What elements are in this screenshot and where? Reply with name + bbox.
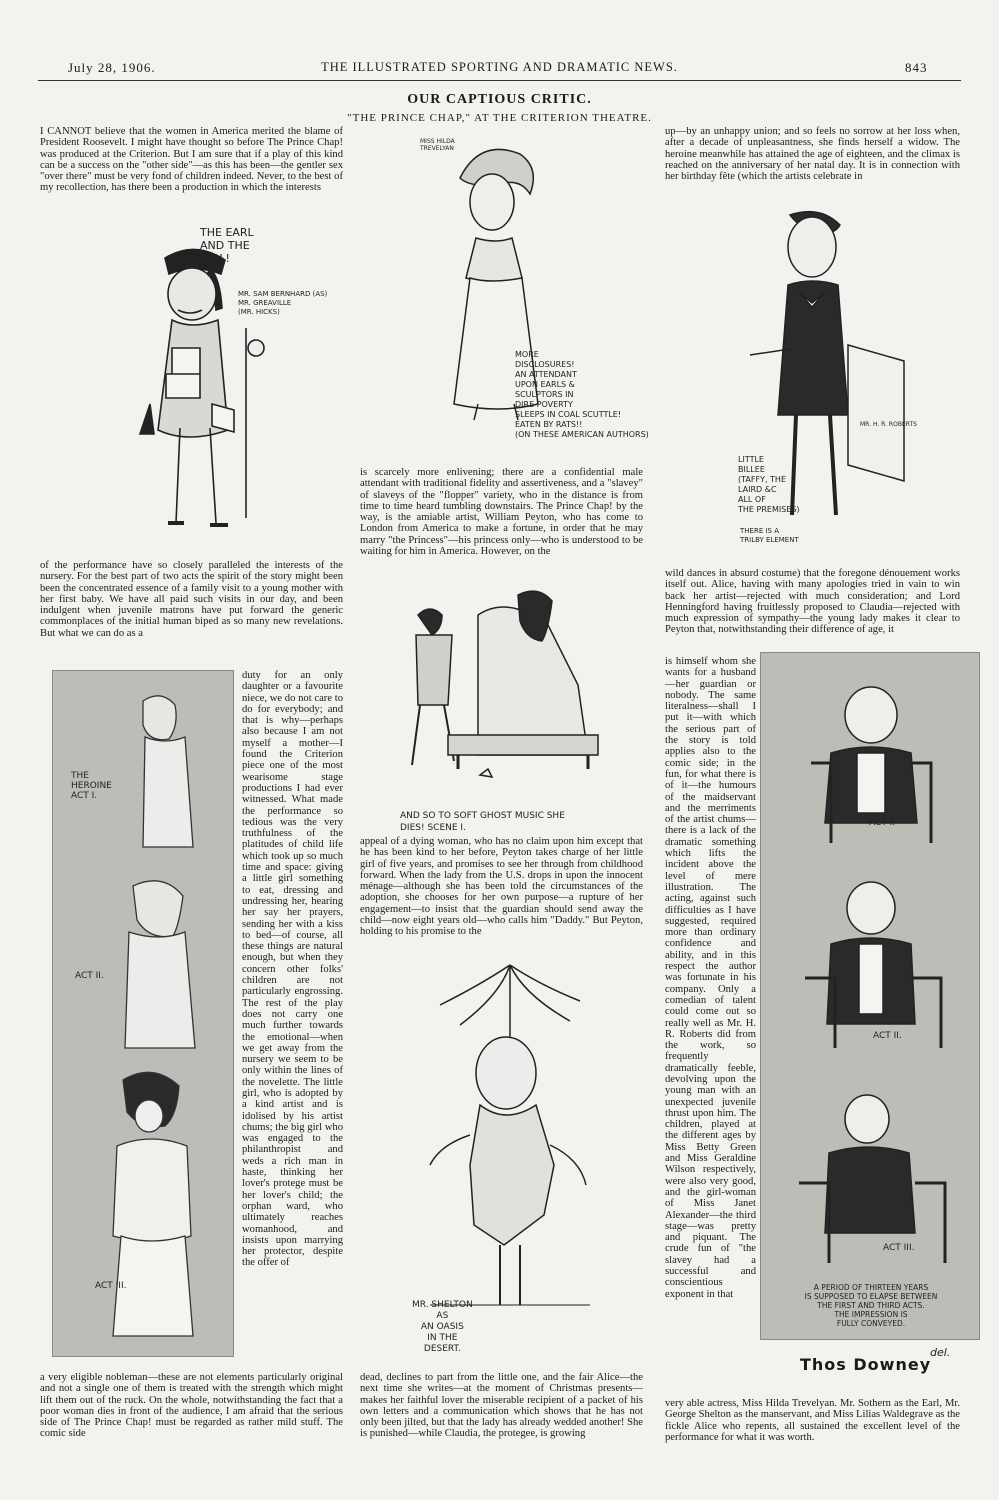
earl-caption: THE EARL AND THE GIRL! <box>200 226 254 265</box>
earl-acts-panel <box>760 652 980 1340</box>
artist-signature: Thos Downey <box>800 1355 932 1374</box>
header-rule <box>38 80 961 81</box>
shelton-caricature <box>410 955 610 1325</box>
col3-narrow-text <box>665 656 756 1392</box>
peyton-name: MR. H. R. ROBERTS <box>860 421 917 428</box>
earl-act2-figure <box>775 868 965 1058</box>
article-subtitle: "THE PRINCE CHAP," AT THE CRITERION THEATRE. <box>347 112 652 124</box>
shelton-caption: MR. SHELTON AS AN OASIS IN THE DESERT. <box>412 1300 473 1354</box>
death-scene-caption: AND SO TO SOFT GHOST MUSIC SHE DIES! SCENE I. <box>400 811 565 833</box>
earl-caricature <box>80 228 350 558</box>
col3-top-paragraph: up—by an unhappy union; and so feels no sorrow at her loss when, after a decade of unpleasantness, she finds herself a widow. The heroine meanwhile has attained the age of eighteen, and the climax is reached on the anniversary of her natal day. It is in connection with her birthday fête (which the artists celebrate in <box>665 126 960 183</box>
issue-date: July 28, 1906. <box>68 60 156 75</box>
act3-label-right: ACT III. <box>883 1243 915 1253</box>
masthead: THE ILLUSTRATED SPORTING AND DRAMATIC NEWS. <box>321 60 678 74</box>
time-gap-note: A PERIOD OF THIRTEEN YEARS IS SUPPOSED TO ELAPSE BETWEEN THE FIRST AND THIRD ACTS. THE IMPRESSION IS FULLY CONVEYED. <box>804 1283 938 1328</box>
heroine-panel <box>52 670 234 1357</box>
col2-top-paragraph: is scarcely more enlivening; there are a confidential male attendant with traditional fidelity and assertiveness, and a "slavey" of slaveys of the "flopper" variety, who in the distance is from time to time heard tumbling downstairs. The Prince Chap! by the way, is the amiable artist, William Peyton, who has come to London from America to make a fortune, in order that he may marry "the Princess"—his princess only—who is understood to be waiting for him in America. However, on the <box>360 467 643 558</box>
col3-mid-paragraph: wild dances in absurd costume) that the foregone dénouement works itself out. Alice, having with many apologies tried in vain to win back her artist—rejected with much consideration; and Lord Henningford having fruitlessly proposed to Claudia—rejected with much expression of sympathy—the young lady makes it clear to Peyton that, notwithstanding their difference of age, it <box>665 568 960 636</box>
trilby-caption: THERE IS A TRILBY ELEMENT <box>740 527 799 544</box>
slavey-name: MISS HILDA TREVELYAN <box>420 138 455 152</box>
col1-bottom-text <box>40 1372 343 1450</box>
death-scene-drawing <box>388 585 618 790</box>
col2-bottom-paragraph: dead, declines to part from the little one, and the fair Alice—the next time she writes—at the moment of Christmas presents—makes her faithful lover the miserable recipient of a packet of his own letters and a communication which shows that he has not only been jilted, but that the lady has already wedded another! She is punished—while Claudia, the protegee, is growing <box>360 1372 643 1440</box>
article-title: OUR CAPTIOUS CRITIC. <box>407 92 592 107</box>
act1-label-right: ACT I. <box>869 818 896 828</box>
col1-mid-paragraph: of the performance have so closely paralleled the interests of the nursery. For the best part of two acts the spirit of the story might been been the concentrated essence of a family visit to a young mother with her first baby. We have all paid such visits in our day, and been indulgent when juvenile matrons have put forward the generic commonplaces of the initial human biped as so many new revelations. But what we can do as a <box>40 560 343 639</box>
signature-del: del. <box>930 1346 951 1359</box>
act2-label-left: ACT II. <box>75 971 104 981</box>
col2-mid-text <box>360 836 643 946</box>
earl-credit: MR. SAM BERNHARD (AS) MR. GREAVILLE (MR. HICKS) <box>238 290 328 316</box>
col3-mid-text <box>665 568 960 656</box>
act2-label-right: ACT II. <box>873 1031 902 1041</box>
col3-bottom-text <box>665 1398 960 1458</box>
slavey-caption: MORE DISCLOSURES! AN ATTENDANT UPON EARLS & SCULPTORS IN DIRE POVERTY SLEEPS IN COAL SCUTTLE! EATEN BY RATS!! (ON THESE AMERICAN AUTHORS) <box>515 350 649 439</box>
peyton-caption: LITTLE BILLEE (TAFFY, THE LAIRD &C ALL OF THE PREMISES) <box>738 455 800 514</box>
col3-narrow-paragraph: is himself whom she wants for a husband—her guardian or nobody. The same literalness—shall I put it—with which the serious part of the story is told applies also to the comic side; in the fun, for what there is of it—the humours of the maidservant and the merriments of the artist chums—there is a lack of the dramatic something which lifts the incident above the level of mere illustration. The acting, against such difficulties as I have suggested, required more than ordinary confidence and ability, and in this respect the author was fortunate in his company. Only a comedian of talent could come out so really well as Mr. H. R. Roberts did from the work, so frequently dramatically feeble, devolving upon the young man with an unexpected juvenile thrust upon him. The children, played at the different ages by Miss Betty Green and Miss Geraldine Wilson respectively, were also very good, and the girl-woman of Miss Janet Alexander—the third stage—was pretty and piquant. The crude fun of "the slavey had a successful and conscientious exponent in that <box>665 656 756 1300</box>
col2-bottom-text <box>360 1372 643 1450</box>
heroine-caption: THE HEROINE ACT I. <box>71 771 112 801</box>
col1-mid-text <box>40 560 343 670</box>
act3-label-left: ACT III. <box>95 1281 127 1291</box>
col3-bottom-paragraph: very able actress, Miss Hilda Trevelyan. Mr. Sothern as the Earl, Mr. George Shelton as the manservant, and Miss Lilias Waldegrave as the fickle Alice who repents, all sustained the excellent level of the performance for what it was worth. <box>665 1398 960 1443</box>
heroine-act2-figure <box>93 876 213 1056</box>
col2-top-text <box>360 467 643 577</box>
page-number: 843 <box>905 60 928 75</box>
heroine-act3-figure <box>87 1066 217 1346</box>
col1-narrow-text <box>242 670 343 1372</box>
col1-top-text <box>40 126 343 226</box>
col1-bottom-paragraph: a very eligible nobleman—these are not elements particularly original and not a single one of them is treated with the strength which might lift them out of the ruck. On the whole, notwithstanding the fact that a poor woman dies in front of the audience, I am afraid that the serious side of The Prince Chap! must be regarded as rather mild stuff. The comic side <box>40 1372 343 1440</box>
col2-mid-paragraph: appeal of a dying woman, who has no claim upon him except that he has been kind to her before, Peyton takes charge of her little girl of five years, and promises to see her through from childhood forward. When the lady from the U.S. drops in upon the innocent ménage—although she has been told the circumstances of the adoption, she chooses for her own purpose—a rupture of her engagement—to insist that the guardian should send away the child—now eight years old—who calls him "Daddy." But Peyton, holding to his promise to the <box>360 836 643 938</box>
col3-top-text <box>665 126 960 204</box>
col1-narrow-paragraph: duty for an only daughter or a favourite niece, we do not care to do for everybody; and that is why—perhaps also because I am not myself a mother—I found the Criterion piece one of the most wearisome stage productions I had ever witnessed. What made the performance so tedious was the very truthfulness of the platitudes of child life which took up so much time and space: giving a little girl something to eat, dressing and undressing her, hearing her say her prayers, sending her with a kiss to bed—of course, all these things are natural enough, but when they concern other folks' children are not particularly engrossing. The rest of the play does not carry one much further towards the emotional—when we get away from the nursery we seem to be only within the lines of the novelette. The little girl, who is adopted by a kind artist and is idolised by his artist chums; the big girl who was engaged to the philanthropist and weds a rich man in haste, thinking her lover's protege must be her lover's child; the orphan ward, who ultimately reaches womanhood, and insists upon marrying her protector, despite the offer of <box>242 670 343 1269</box>
earl-act3-figure <box>775 1083 965 1273</box>
col1-top-paragraph: I CANNOT believe that the women in America merited the blame of President Roosevelt. I might have thought so before The Prince Chap! was produced at the Criterion. But I am sure that if a play of this kind can be a success on the "other side"—as this has been—the gentler sex "over there" must be very fond of children indeed. Never, to the best of my recollection, has there been a production in which the interests <box>40 126 343 194</box>
